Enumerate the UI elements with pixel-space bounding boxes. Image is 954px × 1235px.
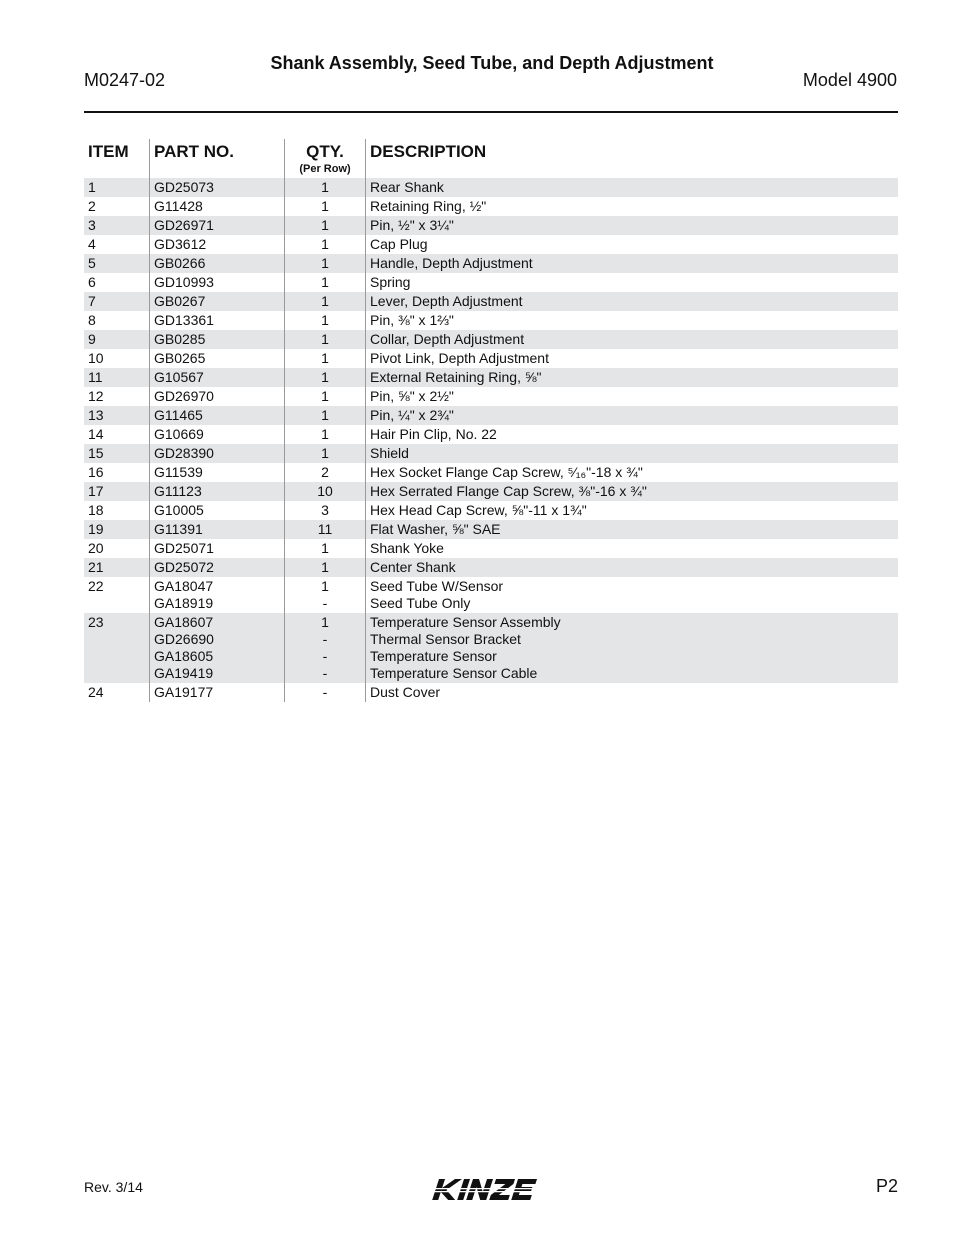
quantity: 3 [321, 502, 329, 518]
part-no-cell [150, 387, 285, 406]
table-row [84, 683, 898, 702]
description: Pin, ⅝" x 2½" [370, 388, 454, 404]
header-divider [84, 111, 898, 113]
qty-cell [285, 235, 366, 254]
quantity: 1 [321, 426, 329, 442]
part-no-cell [150, 520, 285, 539]
part-number: GD28390 [154, 445, 214, 461]
item-cell: 22 [88, 578, 104, 594]
table-row [84, 613, 898, 683]
qty-cell [285, 197, 366, 216]
qty-cell [285, 216, 366, 235]
part-number: GB0265 [154, 350, 206, 366]
part-number: GA18047 [154, 578, 214, 594]
qty-cell [285, 613, 366, 683]
description: Pin, ½" x 3¼" [370, 217, 454, 233]
item-column-header: ITEM [88, 142, 129, 161]
qty-cell [285, 368, 366, 387]
quantity: 1 [321, 236, 329, 252]
description-cell [366, 558, 899, 577]
model-label: Model 4900 [802, 70, 897, 90]
qty-cell [285, 349, 366, 368]
part-no-cell [150, 577, 285, 613]
part-number: G10005 [154, 502, 204, 518]
part-no-cell [150, 613, 285, 683]
qty-cell [285, 387, 366, 406]
table-row [84, 311, 898, 330]
quantity: - [322, 648, 328, 664]
description: External Retaining Ring, ⅝" [370, 369, 542, 385]
table-row [84, 235, 898, 254]
item-cell: 24 [88, 684, 104, 700]
description: Center Shank [370, 559, 456, 575]
quantity: 1 [321, 388, 329, 404]
description-cell [366, 387, 899, 406]
item-cell: 1 [84, 178, 150, 197]
quantity: 1 [321, 293, 329, 309]
part-no-cell [150, 273, 285, 292]
qty-header-label: QTY. [306, 142, 344, 161]
description: Pin, ¼" x 2¾" [370, 407, 454, 423]
part-no-cell [150, 311, 285, 330]
description-cell [366, 444, 899, 463]
part-no-cell [150, 330, 285, 349]
part-number: GB0266 [154, 255, 206, 271]
part-number: GD26971 [154, 217, 214, 233]
table-row [84, 501, 898, 520]
item-cell: 12 [88, 388, 104, 404]
table-row [84, 444, 898, 463]
qty-header-sublabel: (Per Row) [299, 163, 351, 175]
quantity: 10 [317, 483, 333, 499]
description: Temperature Sensor Cable [370, 665, 538, 681]
part-no-cell [150, 178, 285, 197]
part-number: GB0267 [154, 293, 206, 309]
quantity: - [322, 684, 328, 700]
description: Flat Washer, ⅝" SAE [370, 521, 501, 537]
part-number: G11428 [154, 198, 203, 214]
qty-cell [285, 558, 366, 577]
description-cell [366, 577, 899, 613]
kinze-logo [432, 1176, 550, 1204]
description: Hex Head Cap Screw, ⅝"-11 x 1¾" [370, 502, 587, 518]
part-no-cell [150, 482, 285, 501]
description: Seed Tube W/Sensor [370, 578, 504, 594]
quantity: 1 [321, 312, 329, 328]
description: Shield [370, 445, 409, 461]
part-no-cell [150, 197, 285, 216]
part-number: GD25071 [154, 540, 214, 556]
table-row [84, 254, 898, 273]
qty-cell [285, 273, 366, 292]
description: Lever, Depth Adjustment [370, 293, 523, 309]
table-row [84, 330, 898, 349]
item-cell: 23 [84, 613, 150, 683]
part-no-cell [150, 254, 285, 273]
part-no-cell [150, 683, 285, 702]
quantity: 1 [321, 350, 329, 366]
table-row [84, 178, 898, 197]
part-number: G10567 [154, 369, 204, 385]
part-no-cell [150, 539, 285, 558]
description-cell [366, 197, 899, 216]
item-cell: 14 [88, 426, 104, 442]
quantity: 1 [321, 274, 329, 290]
item-cell: 16 [88, 464, 104, 480]
description-column-header: DESCRIPTION [366, 139, 899, 178]
quantity: 1 [321, 559, 329, 575]
description: Hex Serrated Flange Cap Screw, ⅜"-16 x ¾" [370, 483, 647, 499]
part-no-cell [150, 558, 285, 577]
description-cell [366, 368, 899, 387]
page-title: Shank Assembly, Seed Tube, and Depth Adjustment [270, 53, 714, 73]
description-cell [366, 683, 899, 702]
quantity: 1 [321, 540, 329, 556]
qty-cell [285, 444, 366, 463]
part-number: GD25073 [154, 179, 214, 195]
item-cell: 3 [84, 216, 150, 235]
item-cell: 13 [84, 406, 150, 425]
description: Temperature Sensor [370, 648, 497, 664]
qty-cell [285, 254, 366, 273]
table-row [84, 482, 898, 501]
part-number: GD26690 [154, 631, 214, 647]
item-cell: 5 [84, 254, 150, 273]
description-cell [366, 463, 899, 482]
part-number: GA19419 [154, 665, 214, 681]
quantity: 1 [321, 445, 329, 461]
table-row [84, 349, 898, 368]
qty-cell [285, 520, 366, 539]
revision-label: Rev. 3/14 [84, 1179, 143, 1195]
description: Pivot Link, Depth Adjustment [370, 350, 549, 366]
qty-cell [285, 425, 366, 444]
description: Hair Pin Clip, No. 22 [370, 426, 497, 442]
description-cell [366, 216, 899, 235]
description-cell [366, 501, 899, 520]
quantity: 1 [321, 217, 329, 233]
part-number: GD26970 [154, 388, 214, 404]
qty-cell [285, 482, 366, 501]
qty-cell [285, 501, 366, 520]
description-cell [366, 539, 899, 558]
item-cell: 18 [88, 502, 104, 518]
part-no-cell [150, 368, 285, 387]
part-no-cell [150, 501, 285, 520]
description: Rear Shank [370, 179, 444, 195]
item-cell: 6 [88, 274, 96, 290]
part-no-cell [150, 349, 285, 368]
item-cell: 17 [84, 482, 150, 501]
description-cell [366, 254, 899, 273]
item-cell: 20 [88, 540, 104, 556]
part-no-cell [150, 406, 285, 425]
description-cell [366, 311, 899, 330]
table-row [84, 273, 898, 292]
description: Collar, Depth Adjustment [370, 331, 525, 347]
quantity: 1 [321, 255, 329, 271]
part-number: G11391 [154, 521, 203, 537]
table-row [84, 292, 898, 311]
description: Shank Yoke [370, 540, 444, 556]
item-cell: 2 [88, 198, 96, 214]
table-row [84, 539, 898, 558]
part-number: GA18607 [154, 614, 214, 630]
quantity: 1 [321, 198, 329, 214]
table-row [84, 406, 898, 425]
part-number: GD25072 [154, 559, 214, 575]
part-number: G10669 [154, 426, 204, 442]
quantity: 1 [321, 578, 329, 594]
part-number: G11539 [154, 464, 203, 480]
part-no-cell [150, 216, 285, 235]
qty-cell [285, 683, 366, 702]
description: Thermal Sensor Bracket [370, 631, 521, 647]
qty-cell [285, 292, 366, 311]
part-no-cell [150, 425, 285, 444]
part-no-cell [150, 444, 285, 463]
quantity: 1 [321, 179, 329, 195]
qty-cell [285, 178, 366, 197]
part-number: GA18919 [154, 595, 214, 611]
description: Seed Tube Only [370, 595, 471, 611]
description: Handle, Depth Adjustment [370, 255, 533, 271]
part-number: GD10993 [154, 274, 214, 290]
table-row [84, 368, 898, 387]
quantity: - [322, 631, 328, 647]
item-cell: 21 [84, 558, 150, 577]
description: Pin, ⅜" x 1⅔" [370, 312, 454, 328]
description: Dust Cover [370, 684, 441, 700]
quantity: 1 [321, 331, 329, 347]
table-row [84, 558, 898, 577]
qty-cell [285, 330, 366, 349]
part-number: G11465 [154, 407, 203, 423]
part-number: GA18605 [154, 648, 214, 664]
table-header-row [84, 139, 898, 178]
description: Cap Plug [370, 236, 428, 252]
description: Retaining Ring, ½" [370, 198, 487, 214]
description-cell [366, 273, 899, 292]
item-cell: 4 [88, 236, 96, 252]
document-number: M0247-02 [84, 70, 166, 90]
qty-cell [285, 311, 366, 330]
item-cell: 19 [84, 520, 150, 539]
item-cell: 8 [88, 312, 96, 328]
page-number: P2 [875, 1176, 898, 1196]
part-number: GA19177 [154, 684, 214, 700]
quantity: 11 [317, 521, 333, 537]
description-cell [366, 520, 899, 539]
item-cell: 10 [88, 350, 104, 366]
part-no-cell [150, 292, 285, 311]
description-cell [366, 235, 899, 254]
table-row [84, 216, 898, 235]
qty-cell [285, 406, 366, 425]
description-cell [366, 178, 899, 197]
quantity: 1 [321, 407, 329, 423]
part-number: GD13361 [154, 312, 214, 328]
table-row [84, 463, 898, 482]
item-cell: 11 [84, 368, 150, 387]
qty-cell [285, 463, 366, 482]
description-cell [366, 406, 899, 425]
quantity: 1 [321, 369, 329, 385]
table-row [84, 197, 898, 216]
description-cell [366, 482, 899, 501]
part-number: GB0285 [154, 331, 206, 347]
part-no-cell [150, 235, 285, 254]
quantity: - [322, 665, 328, 681]
quantity: - [322, 595, 328, 611]
item-cell: 9 [84, 330, 150, 349]
qty-cell [285, 539, 366, 558]
description-cell [366, 330, 899, 349]
description: Hex Socket Flange Cap Screw, ⁵⁄₁₆"-18 x ¾" [370, 464, 643, 480]
qty-cell [285, 577, 366, 613]
table-row [84, 520, 898, 539]
quantity: 2 [321, 464, 329, 480]
parts-table [84, 139, 898, 702]
quantity: 1 [321, 614, 329, 630]
description: Spring [370, 274, 411, 290]
table-row [84, 425, 898, 444]
item-cell: 15 [84, 444, 150, 463]
part-number: GD3612 [154, 236, 207, 252]
qty-column-header [285, 139, 366, 178]
table-row [84, 577, 898, 613]
part-no-cell [150, 463, 285, 482]
description-cell [366, 292, 899, 311]
description-cell [366, 425, 899, 444]
part-number: G11123 [154, 483, 202, 499]
description-cell [366, 613, 899, 683]
part-no-column-header: PART NO. [150, 139, 285, 178]
description-cell [366, 349, 899, 368]
description: Temperature Sensor Assembly [370, 614, 561, 630]
parts-table-body [84, 178, 898, 702]
table-row [84, 387, 898, 406]
item-cell: 7 [84, 292, 150, 311]
